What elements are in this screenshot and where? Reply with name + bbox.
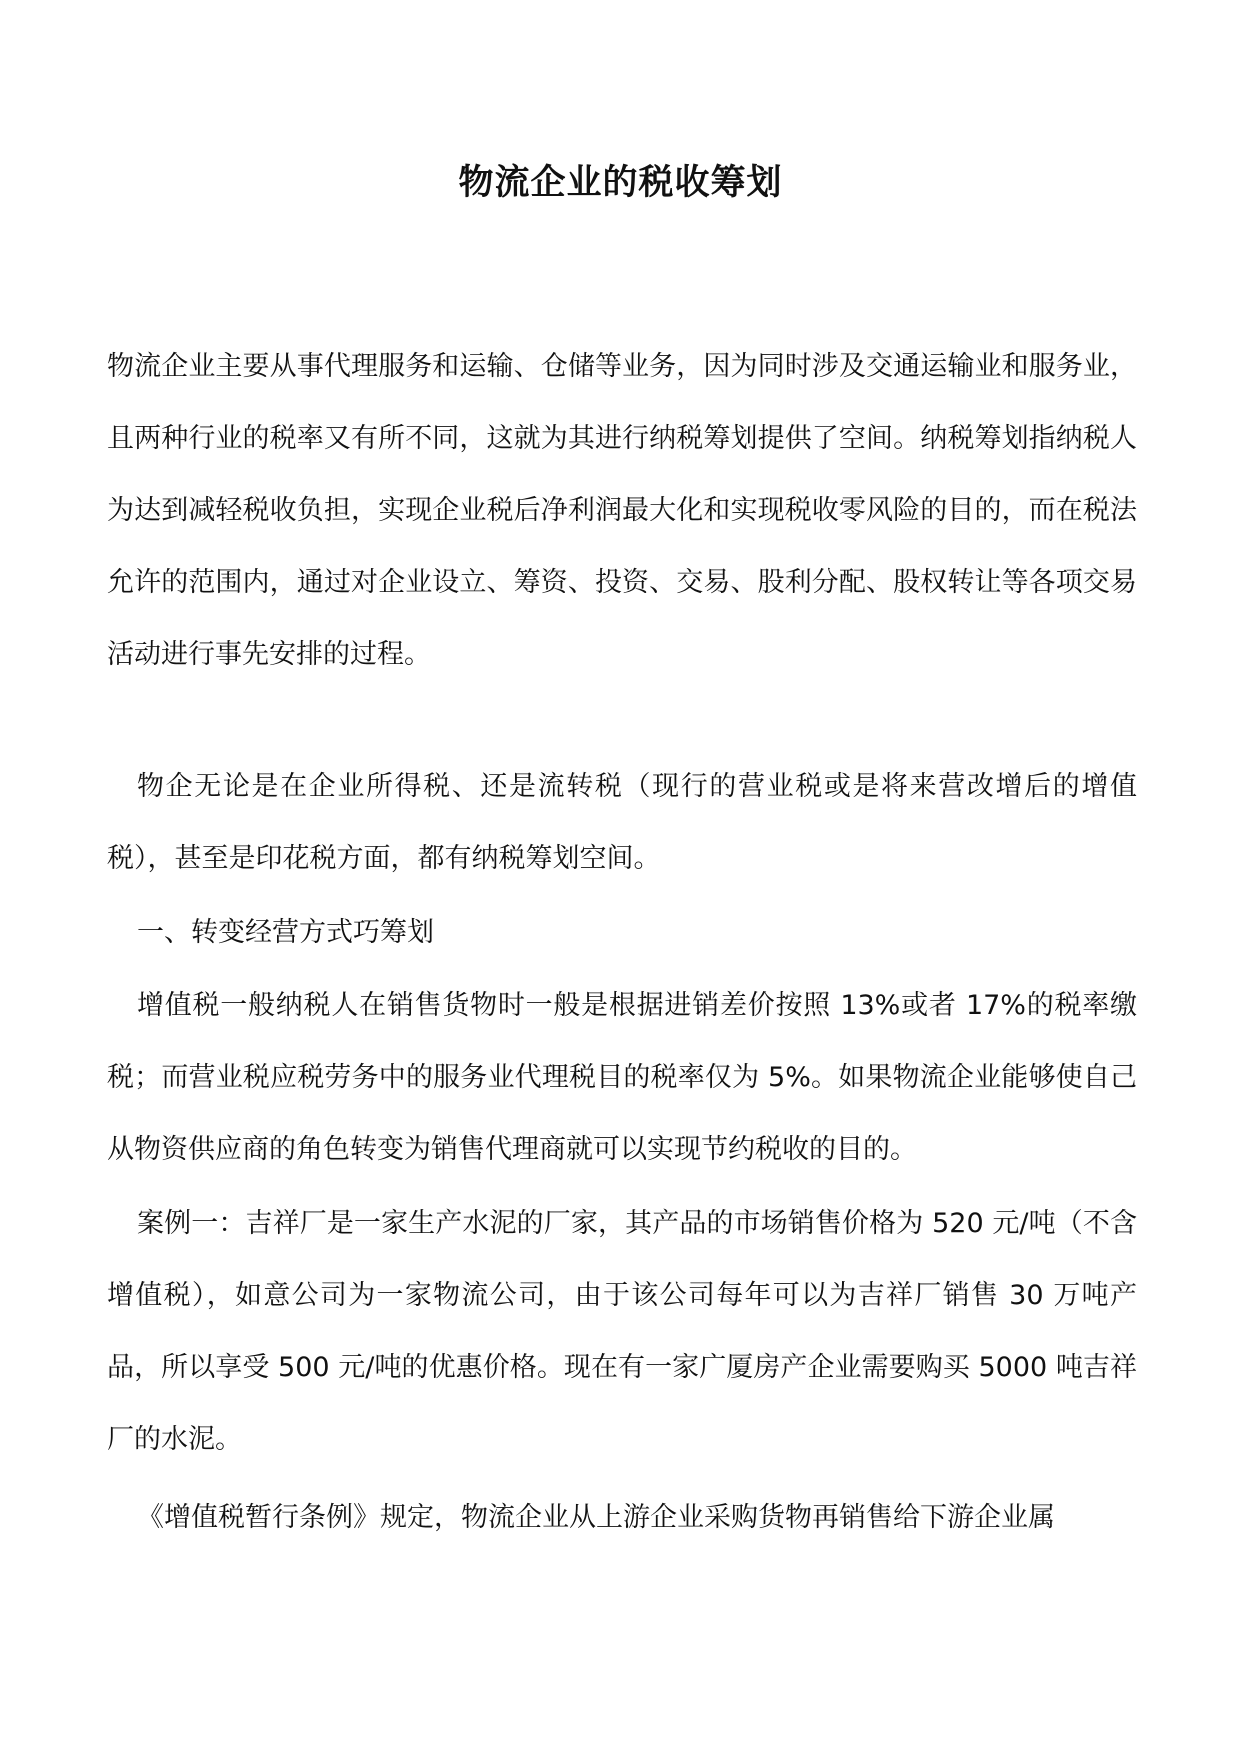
section-heading: 一、转变经营方式巧筹划 bbox=[137, 917, 434, 948]
paragraph-case-one: 案例一：吉祥厂是一家生产水泥的厂家，其产品的市场销售价格为 520 元/吨（不含增值税），如意公司为一家物流公司，由于该公司每年可以为吉祥厂销售 30 万吨产品，所以享受 500 元/吨的优惠价格。现在有一家广厦房产企业需要购买 5000 吨吉祥厂的水泥。 bbox=[107, 1208, 1137, 1455]
document-title: 物流企业的税收筹划 bbox=[458, 162, 783, 203]
paragraph-intro: 物流企业主要从事代理服务和运输、仓储等业务，因为同时涉及交通运输业和服务业，且两种行业的税率又有所不同，这就为其进行纳税筹划提供了空间。纳税筹划指纳税人为达到减轻税收负担，实现企业税后净利润最大化和实现税收零风险的目的，而在税法允许的范围内，通过对企业设立、筹资、投资、交易、股利分配、股权转让等各项交易活动进行事先安排的过程。 bbox=[107, 351, 1137, 670]
paragraph-regulation: 《增值税暂行条例》规定，物流企业从上游企业采购货物再销售给下游企业属 bbox=[137, 1502, 1055, 1533]
paragraph-scope: 物企无论是在企业所得税、还是流转税（现行的营业税或是将来营改增后的增值税），甚至是印花税方面，都有纳税筹划空间。 bbox=[107, 771, 1137, 874]
paragraph-vat-rates: 增值税一般纳税人在销售货物时一般是根据进销差价按照 13%或者 17%的税率缴税；而营业税应税劳务中的服务业代理税目的税率仅为 5%。如果物流企业能够使自己从物资供应商的角色转变为销售代理商就可以实现节约税收的目的。 bbox=[107, 990, 1137, 1165]
